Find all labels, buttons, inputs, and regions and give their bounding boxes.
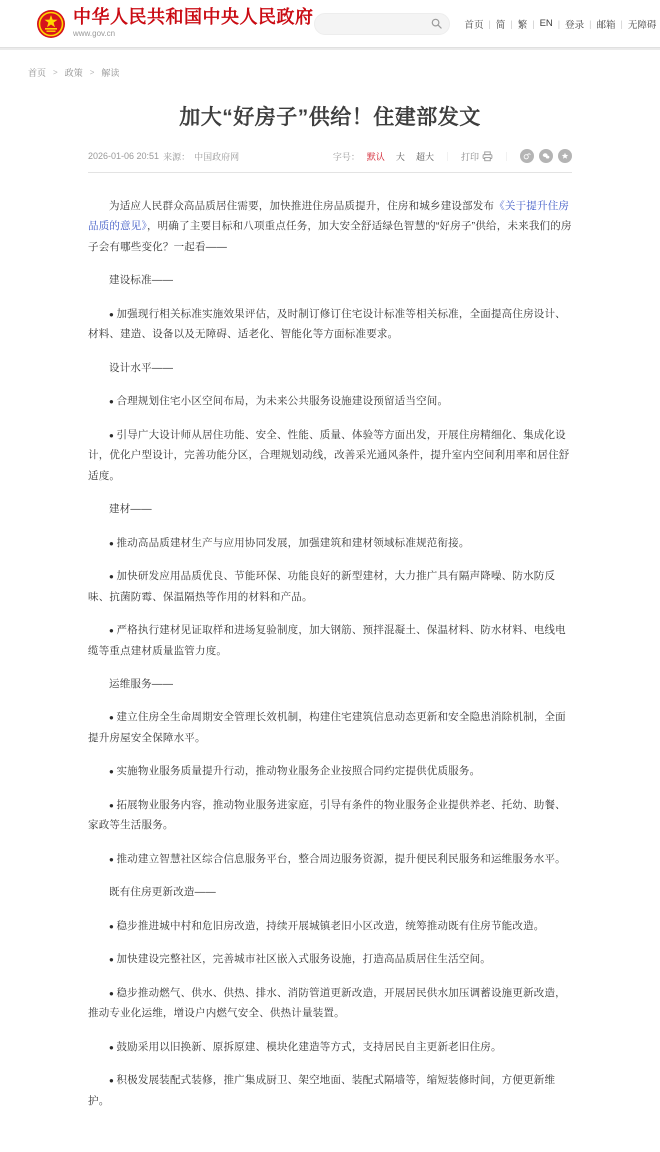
wechat-share-icon[interactable]: [539, 149, 553, 163]
breadcrumb: [28, 66, 632, 79]
national-emblem-icon: [36, 9, 66, 39]
body-paragraph: ● 加强现行相关标准实施效果评估，及时制订修订住宅设计标准等相关标准，全面提高住房设计、材料、建造、设备以及无障碍、适老化、智能化等方面标准要求。: [88, 304, 572, 345]
article-title: 加大“好房子”供给！住建部发文: [179, 106, 481, 129]
printer-icon: [482, 151, 493, 162]
article-date: 2026-01-06 20:51: [88, 151, 160, 161]
breadcrumb-item-1[interactable]: 政策: [64, 68, 83, 78]
nav-link-5[interactable]: 邮箱: [596, 19, 616, 31]
nav-separator: |: [532, 18, 535, 29]
font-size-xlarge-button[interactable]: 超大: [415, 151, 434, 162]
nav-link-2[interactable]: 繁: [517, 19, 528, 31]
site-url: www.gov.cn: [73, 29, 116, 38]
body-paragraph: ● 加快研发应用品质优良、节能环保、功能良好的新型建材，大力推广具有隔声降噪、防水防反味、抗菌防霉、保温隔热等作用的材料和产品。: [88, 566, 572, 607]
breadcrumb-separator: >: [53, 68, 58, 77]
print-label: 打印: [460, 151, 479, 162]
body-paragraph: ● 严格执行建材见证取样和进场复验制度，加大钢筋、预拌混凝土、保温材料、防水材料、电线电缆等重点建材质量监管力度。: [88, 620, 572, 661]
article-source: 中国政府网: [194, 151, 240, 162]
more-share-icon[interactable]: [558, 149, 572, 163]
body-paragraph: ● 稳步推进城中村和危旧房改造，持续开展城镇老旧小区改造，统筹推动既有住房节能改造。: [88, 916, 572, 936]
body-paragraph: ● 推动高品质建材生产与应用协同发展，加强建筑和建材领域标准规范衔接。: [88, 533, 572, 553]
nav-link-0[interactable]: 首页: [464, 19, 484, 31]
body-paragraph: ● 引导广大设计师从居住功能、安全、性能、质量、体验等方面出发，开展住房精细化、集成化设计，优化户型设计，完善功能分区，合理规划动线，改善采光通风条件，提升室内空间利用率和居住舒适度。: [88, 425, 572, 486]
site-logo[interactable]: [36, 8, 314, 39]
source-label: 来源：: [163, 151, 191, 162]
nav-separator: |: [488, 18, 491, 29]
search-input[interactable]: [325, 19, 431, 29]
weibo-share-icon[interactable]: [520, 149, 534, 163]
section-heading: 设计水平——: [109, 361, 174, 374]
section-heading: 建材——: [109, 503, 152, 516]
body-paragraph: ● 合理规划住宅小区空间布局，为未来公共服务设施建设预留适当空间。: [88, 391, 572, 411]
nav-separator: |: [510, 18, 513, 29]
paragraph-text: ，明确了主要目标和八项重点任务，加大安全舒适绿色智慧的“好房子”供给，未来我们的房子会有哪些变化？一起看——: [88, 220, 572, 253]
nav-link-3[interactable]: EN: [539, 18, 553, 29]
breadcrumb-item-0[interactable]: 首页: [28, 68, 47, 78]
article: [88, 101, 572, 1152]
breadcrumb-item-2[interactable]: 解读: [101, 68, 120, 78]
body-paragraph: ● 鼓励采用以旧换新、原拆原建、模块化建造等方式，支持居民自主更新老旧住房。: [88, 1037, 572, 1057]
paragraph-text: 为适应人民群众高品质居住需要，加快推进住房品质提升，住房和城乡建设部发布: [109, 200, 495, 212]
print-button[interactable]: [461, 150, 493, 163]
section-heading: 建设标准——: [109, 274, 174, 287]
body-paragraph: ● 加快建设完整社区，完善城市社区嵌入式服务设施，打造高品质居住生活空间。: [88, 949, 572, 969]
body-paragraph: ● 建立住房全生命周期安全管理长效机制，构建住宅建筑信息动态更新和安全隐患消除机制，全面提升房屋安全保障水平。: [88, 707, 572, 748]
meta-divider: [88, 172, 572, 173]
font-size-large-button[interactable]: 大: [395, 151, 405, 162]
share-group: [520, 149, 572, 163]
site-title: 中华人民共和国中央人民政府: [73, 7, 314, 28]
meta-separator: ｜: [501, 151, 511, 162]
article-meta: [88, 149, 572, 163]
font-size-default-button[interactable]: 默认: [366, 151, 385, 162]
nav-separator: |: [620, 18, 623, 29]
section-heading: 运维服务——: [109, 677, 174, 690]
site-header: [0, 0, 660, 47]
search-icon[interactable]: [431, 18, 442, 29]
nav-separator: |: [557, 18, 561, 29]
policy-document-link[interactable]: 《关于提升住房品质的意见》: [88, 200, 570, 233]
meta-separator: ｜: [442, 151, 452, 162]
body-paragraph: ● 积极发展装配式装修，推广集成厨卫、架空地面、装配式隔墙等，缩短装修时间，方便更新维护。: [88, 1070, 572, 1111]
body-paragraph: [88, 196, 572, 257]
nav-separator: |: [589, 18, 592, 29]
section-heading: 既有住房更新改造——: [109, 886, 216, 899]
font-size-label: 字号：: [332, 151, 360, 162]
top-nav: [464, 17, 658, 31]
body-paragraph: ● 拓展物业服务内容，推动物业服务进家庭，引导有条件的物业服务企业提供养老、托幼、助餐、家政等生活服务。: [88, 795, 572, 836]
search-box[interactable]: [314, 13, 450, 35]
body-paragraph: ● 推动建立智慧社区综合信息服务平台，整合周边服务资源，提升便民利民服务和运维服务水平。: [88, 849, 572, 869]
body-paragraph: ● 实施物业服务质量提升行动，推动物业服务企业按照合同约定提供优质服务。: [88, 761, 572, 781]
nav-link-4[interactable]: 登录: [565, 19, 585, 31]
article-body: [88, 177, 572, 1152]
breadcrumb-separator: >: [89, 68, 95, 77]
nav-link-1[interactable]: 简: [495, 19, 506, 31]
body-paragraph: ● 稳步推动燃气、供水、供热、排水、消防管道更新改造，开展居民供水加压调蓄设施更新改造，推动专业化运维，增设户内燃气安全、供热计量装置。: [88, 983, 572, 1024]
nav-link-6[interactable]: 无障碍: [627, 19, 657, 31]
